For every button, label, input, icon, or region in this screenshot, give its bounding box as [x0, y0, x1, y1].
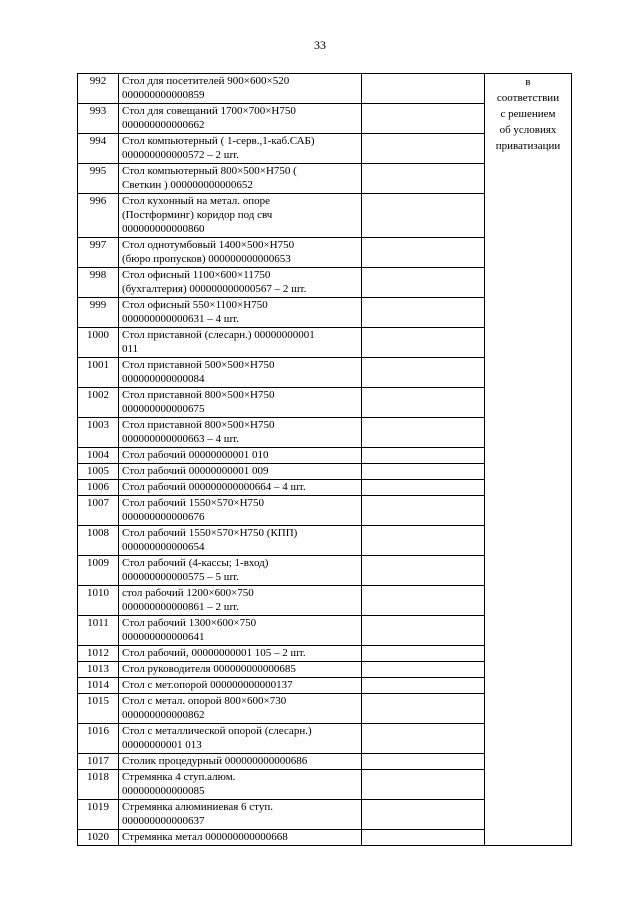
- empty-cell: [362, 724, 485, 754]
- row-number: 1007: [78, 496, 119, 526]
- item-name: Стремянка 4 ступ.алюм. 000000000000085: [119, 770, 362, 800]
- row-number: 1013: [78, 662, 119, 678]
- page-number: 33: [314, 38, 326, 52]
- row-number: 993: [78, 104, 119, 134]
- empty-cell: [362, 328, 485, 358]
- row-number: 1014: [78, 678, 119, 694]
- property-table: [77, 73, 572, 846]
- row-number: 1004: [78, 448, 119, 464]
- empty-cell: [362, 104, 485, 134]
- empty-cell: [362, 464, 485, 480]
- empty-cell: [362, 586, 485, 616]
- empty-cell: [362, 194, 485, 238]
- item-name: Стол приставной (слесарн.) 00000000001 011: [119, 328, 362, 358]
- row-number: 1000: [78, 328, 119, 358]
- row-number: 1019: [78, 800, 119, 830]
- item-name: Стол приставной 800×500×Н750 000000000000663 – 4 шт.: [119, 418, 362, 448]
- empty-cell: [362, 694, 485, 724]
- item-name: Стол с метал. опорой 800×600×730 000000000000862: [119, 694, 362, 724]
- table-row: [78, 74, 572, 104]
- item-name: Стол компьютерный ( 1-серв.,1-каб.САБ) 000000000000572 – 2 шт.: [119, 134, 362, 164]
- item-name: Стол рабочий 00000000001 010: [119, 448, 362, 464]
- empty-cell: [362, 388, 485, 418]
- empty-cell: [362, 238, 485, 268]
- row-number: 992: [78, 74, 119, 104]
- empty-cell: [362, 770, 485, 800]
- item-name: Стремянка метал 000000000000668: [119, 830, 362, 846]
- row-number: 1005: [78, 464, 119, 480]
- row-number: 1015: [78, 694, 119, 724]
- item-name: Столик процедурный 000000000000686: [119, 754, 362, 770]
- row-number: 1020: [78, 830, 119, 846]
- row-number: 1016: [78, 724, 119, 754]
- row-number: 1018: [78, 770, 119, 800]
- row-number: 998: [78, 268, 119, 298]
- property-table-body: [78, 74, 572, 846]
- item-name: Стол приставной 800×500×Н750 000000000000675: [119, 388, 362, 418]
- empty-cell: [362, 74, 485, 104]
- empty-cell: [362, 526, 485, 556]
- empty-cell: [362, 800, 485, 830]
- item-name: Стол компьютерный 800×500×Н750 ( Светкин ) 000000000000652: [119, 164, 362, 194]
- empty-cell: [362, 496, 485, 526]
- item-name: Стол руководителя 000000000000685: [119, 662, 362, 678]
- row-number: 996: [78, 194, 119, 238]
- empty-cell: [362, 480, 485, 496]
- empty-cell: [362, 418, 485, 448]
- row-number: 1017: [78, 754, 119, 770]
- empty-cell: [362, 268, 485, 298]
- empty-cell: [362, 646, 485, 662]
- row-number: 1011: [78, 616, 119, 646]
- item-name: Стол с металлической опорой (слесарн.) 00000000001 013: [119, 724, 362, 754]
- item-name: Стол с мет.опорой 000000000000137: [119, 678, 362, 694]
- row-number: 1009: [78, 556, 119, 586]
- empty-cell: [362, 830, 485, 846]
- row-number: 1006: [78, 480, 119, 496]
- item-name: Стол рабочий 000000000000664 – 4 шт.: [119, 480, 362, 496]
- empty-cell: [362, 298, 485, 328]
- privatization-basis: в соответствии с решением об условиях приватизации: [485, 74, 572, 846]
- row-number: 994: [78, 134, 119, 164]
- empty-cell: [362, 448, 485, 464]
- row-number: 1010: [78, 586, 119, 616]
- row-number: 1003: [78, 418, 119, 448]
- item-name: Стол для совещаний 1700×700×Н750 000000000000662: [119, 104, 362, 134]
- item-name: Стол офисный 550×1100×Н750 000000000000631 – 4 шт.: [119, 298, 362, 328]
- empty-cell: [362, 616, 485, 646]
- empty-cell: [362, 134, 485, 164]
- row-number: 1001: [78, 358, 119, 388]
- item-name: Стол для посетителей 900×600×520 000000000000859: [119, 74, 362, 104]
- item-name: Стол офисный 1100×600×11750 (бухгалтерия) 000000000000567 – 2 шт.: [119, 268, 362, 298]
- empty-cell: [362, 358, 485, 388]
- row-number: 1008: [78, 526, 119, 556]
- item-name: Стол приставной 500×500×Н750 000000000000084: [119, 358, 362, 388]
- row-number: 999: [78, 298, 119, 328]
- item-name: Стол рабочий 1300×600×750 000000000000641: [119, 616, 362, 646]
- row-number: 1002: [78, 388, 119, 418]
- empty-cell: [362, 678, 485, 694]
- empty-cell: [362, 164, 485, 194]
- item-name: Стол однотумбовый 1400×500×Н750 (бюро пропусков) 000000000000653: [119, 238, 362, 268]
- empty-cell: [362, 754, 485, 770]
- empty-cell: [362, 662, 485, 678]
- item-name: Стол кухонный на метал. опоре (Постформинг) коридор под свч 000000000000860: [119, 194, 362, 238]
- row-number: 1012: [78, 646, 119, 662]
- row-number: 997: [78, 238, 119, 268]
- item-name: Стол рабочий, 00000000001 105 – 2 шт.: [119, 646, 362, 662]
- item-name: Стол рабочий 1550×570×Н750 000000000000676: [119, 496, 362, 526]
- row-number: 995: [78, 164, 119, 194]
- empty-cell: [362, 556, 485, 586]
- item-name: Стол рабочий 00000000001 009: [119, 464, 362, 480]
- item-name: Стол рабочий 1550×570×Н750 (КПП) 000000000000654: [119, 526, 362, 556]
- item-name: стол рабочий 1200×600×750 000000000000861 – 2 шт.: [119, 586, 362, 616]
- item-name: Стол рабочий (4-кассы; 1-вход) 000000000000575 – 5 шт.: [119, 556, 362, 586]
- item-name: Стремянка алюминиевая 6 ступ. 000000000000637: [119, 800, 362, 830]
